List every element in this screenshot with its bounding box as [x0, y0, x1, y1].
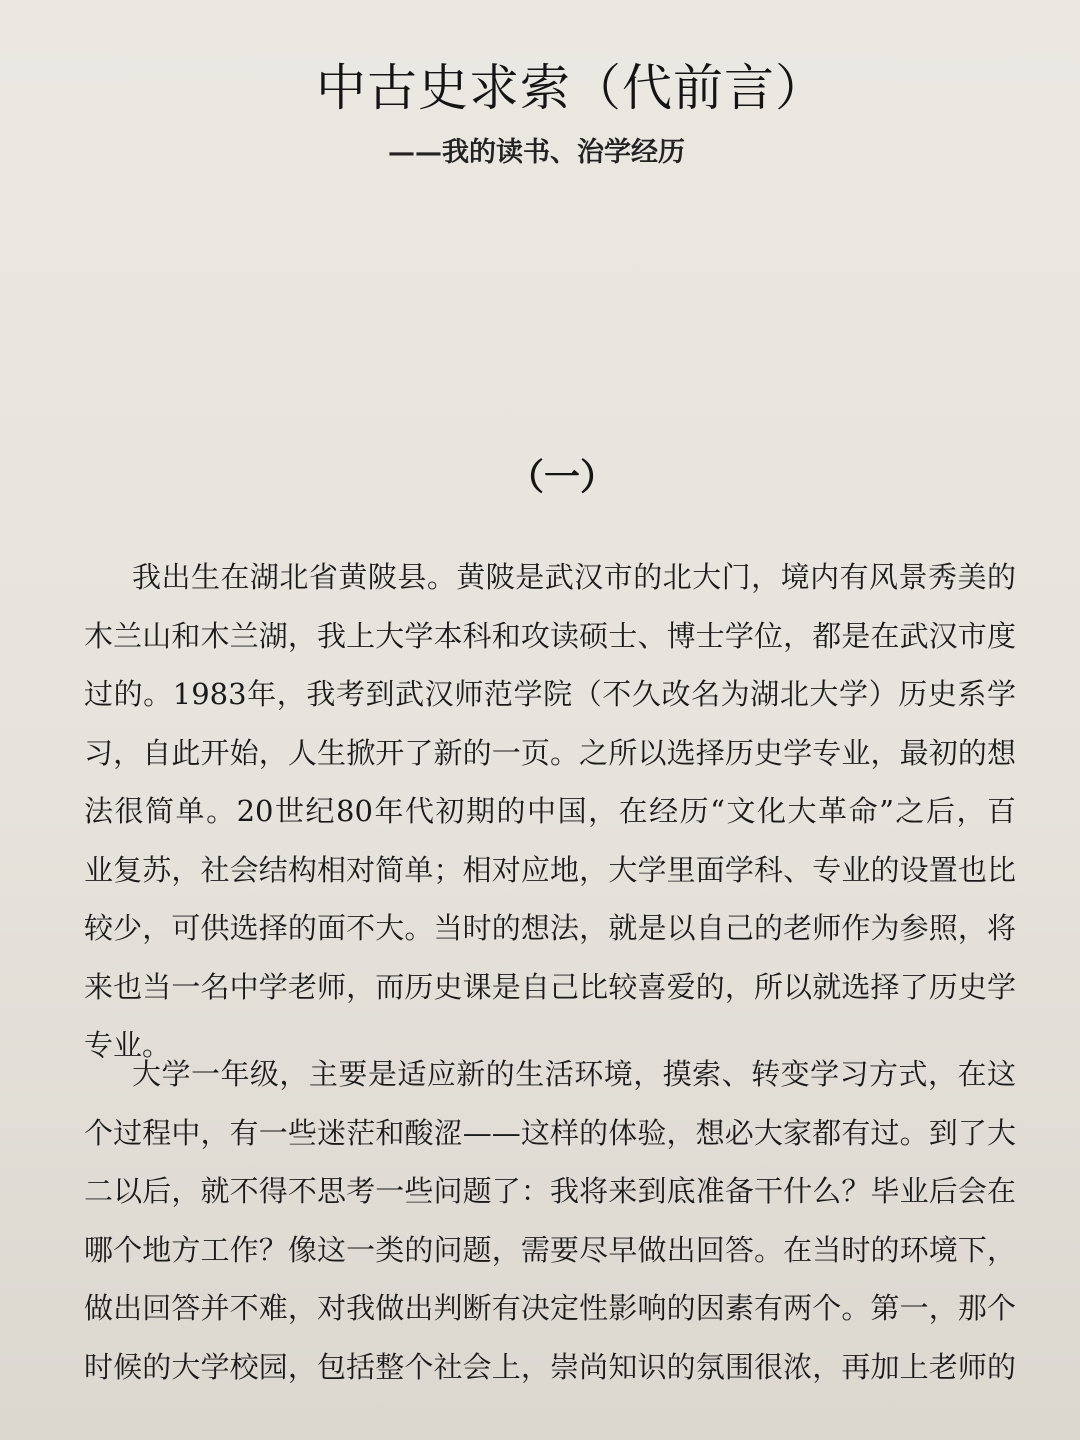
text-line: 二以后，就不得不思考一些问题了：我将来到底准备干什么？毕业后会在	[84, 1174, 1016, 1208]
text-line: 业复苏，社会结构相对简单；相对应地，大学里面学科、专业的设置也比	[84, 852, 1016, 887]
text-line: 哪个地方工作？像这一类的问题，需要尽早做出回答。在当时的环境下，	[84, 1232, 1016, 1267]
text-line: 习，自此开始，人生掀开了新的一页。之所以选择历史学专业，最初的想	[84, 735, 1016, 770]
text-line: 来也当一名中学老师，而历史课是自己比较喜爱的，所以就选择了历史学	[84, 969, 1016, 1004]
chapter-subtitle: ——我的读书、治学经历	[388, 137, 685, 168]
text-line: 较少，可供选择的面不大。当时的想法，就是以自己的老师作为参照，将	[84, 911, 1016, 945]
text-line: 专业。	[84, 1028, 172, 1062]
text-line: 时候的大学校园，包括整个社会上，崇尚知识的氛围很浓，再加上老师的	[84, 1349, 1016, 1384]
chapter-title: 中古史求索（代前言）	[316, 59, 826, 117]
text-line: 做出回答并不难，对我做出判断有决定性影响的因素有两个。第一，那个	[84, 1291, 1016, 1325]
section-heading: （一）	[508, 457, 617, 498]
text-line: 大学一年级，主要是适应新的生活环境，摸索、转变学习方式，在这	[132, 1057, 1016, 1091]
paragraph	[84, 548, 1016, 1075]
text-line: 个过程中，有一些迷茫和酸涩——这样的体验，想必大家都有过。到了大	[84, 1115, 1016, 1150]
text-line: 过的。1983年，我考到武汉师范学院（不久改名为湖北大学）历史系学	[84, 677, 1016, 711]
text-line: 法很简单。20世纪80年代初期的中国，在经历“文化大革命”之后，百	[84, 794, 1016, 828]
text-line: 我出生在湖北省黄陂县。黄陂是武汉市的北大门，境内有风景秀美的	[132, 560, 1016, 594]
paragraph	[84, 1045, 1016, 1396]
text-line: 木兰山和木兰湖，我上大学本科和攻读硕士、博士学位，都是在武汉市度	[84, 618, 1016, 653]
